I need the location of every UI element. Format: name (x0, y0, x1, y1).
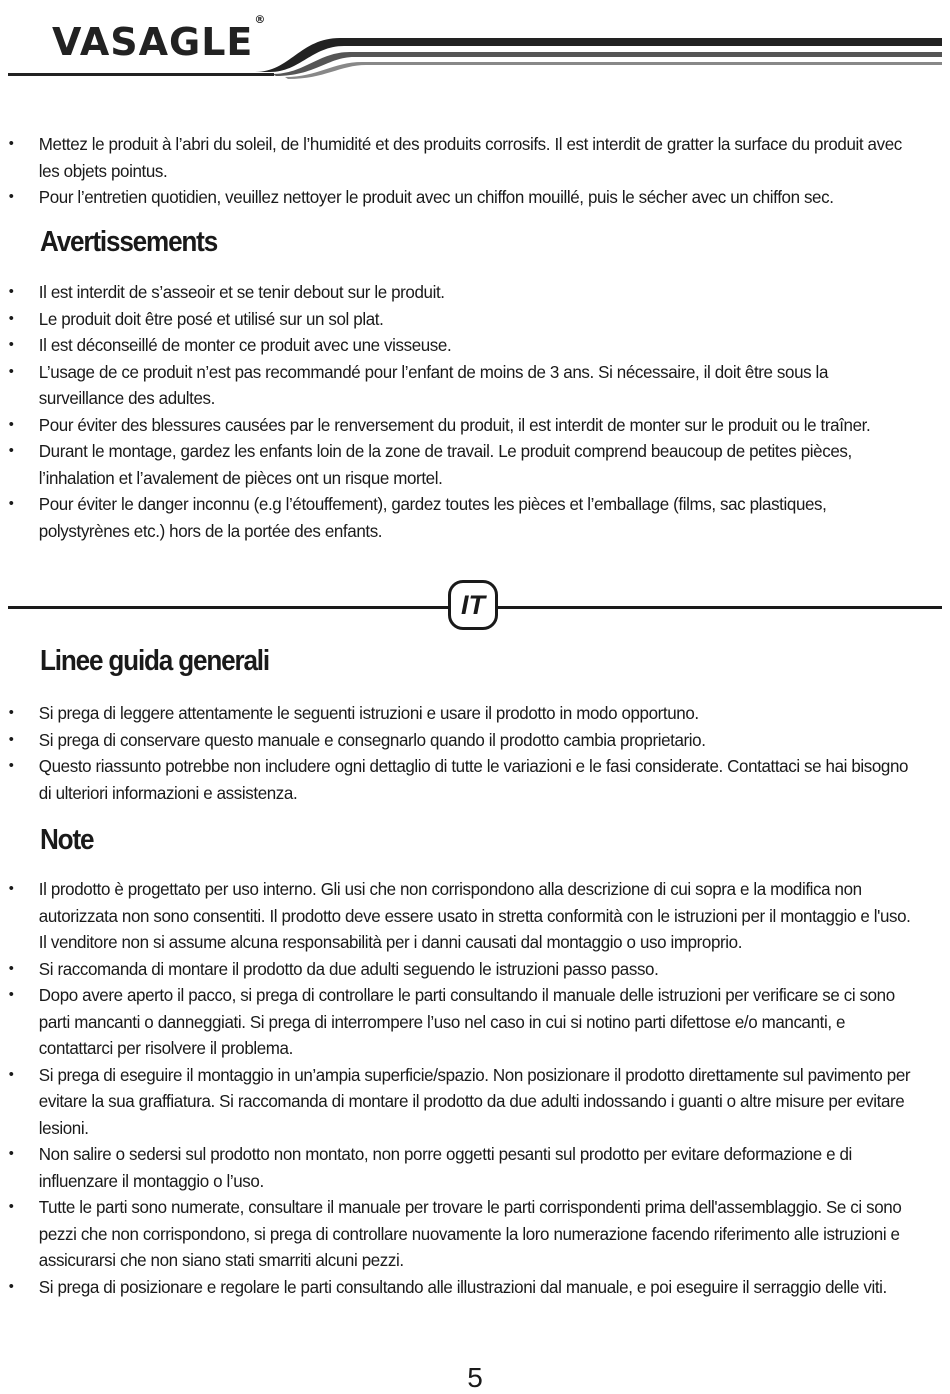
list-item (0, 359, 922, 412)
guidelines-heading: Linee guida generali (40, 645, 269, 677)
list-item (0, 1141, 922, 1194)
list-item (0, 131, 922, 184)
list-item-text: Tutte le parti sono numerate, consultare il manuale per trovare le parti corrispondenti prima dell'assemblaggio. Se ci sono pezzi che non corrispondono, si prega di controllare nuovamente la loro numerazione facendo riferimento alle istruzioni e assicurarsi che non siano stati smarriti alcuni pezzi. (38, 1197, 902, 1270)
list-item-text: Le produit doit être posé et utilisé sur un sol plat. (38, 308, 384, 329)
bullet-icon: • (8, 704, 14, 721)
list-item-text: Il est déconseillé de monter ce produit avec une visseuse. (38, 335, 452, 355)
brand-name: VASAGLE (52, 20, 254, 64)
guidelines-list (0, 700, 950, 806)
bullet-icon: • (8, 757, 14, 774)
list-item (0, 876, 922, 956)
it-guidelines-section (0, 700, 950, 806)
list-item (0, 279, 922, 306)
list-item (0, 332, 922, 359)
warnings-heading: Avertissements (40, 226, 218, 258)
bullet-icon: • (8, 188, 14, 205)
bullet-icon: • (8, 336, 14, 353)
divider-line-right (496, 606, 942, 609)
list-item-text: Mettez le produit à l’abri du soleil, de l’humidité et des produits corrosifs. Il est interdit de gratter la surface du produit avec les objets pointus. (38, 134, 902, 181)
list-item (0, 1194, 922, 1274)
it-notes-section (0, 876, 950, 1300)
warnings-list (0, 279, 950, 544)
bullet-icon: • (8, 442, 14, 459)
bullet-icon: • (8, 415, 14, 433)
list-item-text: Pour éviter le danger inconnu (e.g l’étouffement), gardez toutes les pièces et l’emballage (films, sac plastiques, polystyrènes etc.) hors de la portée des enfants. (38, 494, 827, 541)
page-header (0, 0, 950, 80)
bullet-icon: • (8, 986, 14, 1003)
fr-warnings-section (0, 279, 950, 544)
list-item-text: Pour éviter des blessures causées par le renversement du produit, il est interdit de monter sur le produit ou le traîner. (38, 414, 871, 435)
list-item (0, 753, 922, 806)
list-item (0, 982, 922, 1062)
list-item (0, 412, 922, 439)
bullet-icon: • (8, 309, 14, 327)
list-item-text: Si prega di conservare questo manuale e consegnarlo quando il prodotto cambia proprietario. (38, 729, 706, 750)
list-item (0, 700, 922, 727)
fr-care-list (0, 131, 950, 211)
list-item (0, 1274, 922, 1301)
list-item-text: Durant le montage, gardez les enfants loin de la zone de travail. Le produit comprend beaucoup de petites pièces, l’inhalation et l’avalement de pièces ont un risque mortel. (38, 441, 852, 488)
list-item (0, 727, 922, 754)
list-item (0, 491, 922, 544)
list-item-text: Si prega di eseguire il montaggio in un’ampia superficie/spazio. Non posizionare il prodotto direttamente sul pavimento per evitare la sua graffiatura. Si raccomanda di montare il prodotto da due adulti indossando i guanti o altre misure per evitare lesioni. (38, 1064, 911, 1138)
bullet-icon: • (8, 495, 14, 512)
list-item (0, 184, 922, 211)
bullet-icon: • (8, 880, 14, 897)
fr-care-section (0, 131, 950, 211)
list-item (0, 438, 922, 491)
bullet-icon: • (8, 1198, 14, 1215)
bullet-icon: • (8, 1145, 14, 1162)
notes-heading: Note (40, 824, 94, 856)
notes-list (0, 876, 950, 1300)
bullet-icon: • (8, 1277, 14, 1295)
list-item-text: Il est interdit de s’asseoir et se tenir debout sur le produit. (38, 282, 445, 302)
list-item-text: Il prodotto è progettato per uso interno. Gli usi che non corrispondono alla descrizione di cui sopra e la modifica non autorizzata non sono consentiti. Il prodotto deve essere usato in stretta conformità con le istruzioni per il montaggio e l'uso. Il venditore non si assume alcuna responsabilità per i danni causati dal montaggio o uso improprio. (38, 879, 911, 952)
list-item-text: Questo riassunto potrebbe non includere ogni dettaglio di tutte le variazioni e le fasi considerate. Contattaci se hai bisogno di ulteriori informazioni e assistenza. (38, 756, 909, 803)
bullet-icon: • (8, 283, 14, 300)
list-item (0, 306, 922, 333)
trademark-mark: ® (254, 13, 267, 27)
list-item (0, 1062, 922, 1142)
list-item-text: Si prega di leggere attentamente le seguenti istruzioni e usare il prodotto in modo opportuno. (38, 703, 699, 723)
header-swoosh (0, 0, 950, 80)
divider-line-left (8, 606, 450, 609)
language-divider (0, 580, 950, 636)
list-item-text: L’usage de ce produit n’est pas recommandé pour l’enfant de moins de 3 ans. Si nécessaire, il doit être sous la surveillance des adultes. (38, 361, 829, 408)
list-item-text: Si prega di posizionare e regolare le parti consultando alle illustrazioni dal manuale, e poi eseguire il serraggio delle viti. (38, 1276, 887, 1297)
bullet-icon: • (8, 1065, 14, 1083)
list-item-text: Si raccomanda di montare il prodotto da due adulti seguendo le istruzioni passo passo. (38, 958, 659, 979)
list-item-text: Non salire o sedersi sul prodotto non montato, non porre oggetti pesanti sul prodotto per evitare deformazione e di influenzare il montaggio o l’uso. (38, 1144, 852, 1191)
list-item-text: Dopo avere aperto il pacco, si prega di controllare le parti consultando il manuale delle istruzioni per verificare se ci sono parti mancanti o danneggiati. Si prega di interrompere l’uso nel caso in cui si notino parti difettose e/o mancanti, e contattarci per risolvere il problema. (38, 985, 895, 1058)
language-badge: IT (448, 580, 498, 630)
list-item (0, 956, 922, 983)
bullet-icon: • (8, 362, 14, 380)
bullet-icon: • (8, 959, 14, 977)
list-item-text: Pour l’entretien quotidien, veuillez nettoyer le produit avec un chiffon mouillé, puis le sécher avec un chiffon sec. (38, 187, 834, 207)
page-number: 5 (467, 1362, 483, 1393)
bullet-icon: • (8, 730, 14, 748)
bullet-icon: • (8, 135, 14, 152)
